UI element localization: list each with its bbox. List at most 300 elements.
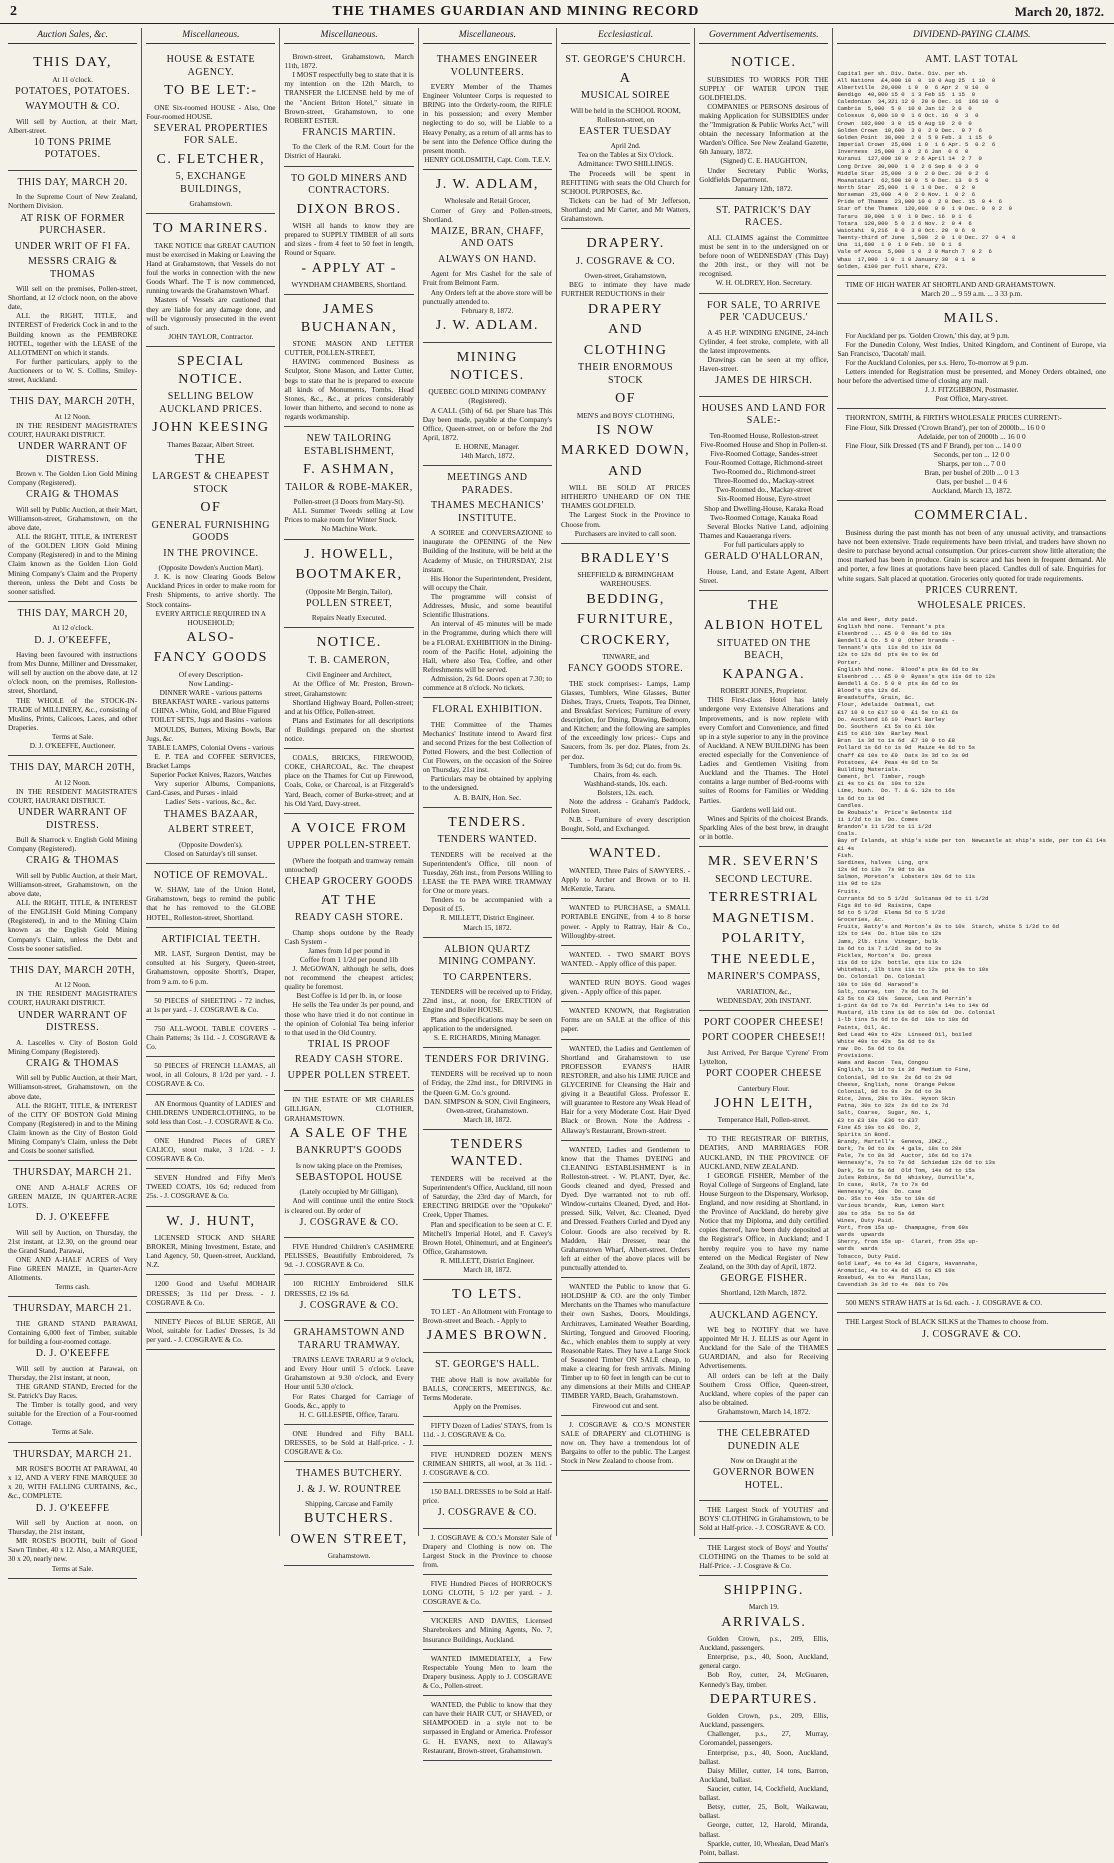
column-heading: Miscellaneous. xyxy=(423,28,552,44)
ad-display-line: MARINER'S COMPASS, xyxy=(707,971,821,983)
ad-short-line: S. E. RICHARDS, Mining Manager. xyxy=(433,1032,541,1042)
ad-body-text: THE stock comprises:- Lamps, Lamp Glasses, Tumblers, Wine Glasses, Butter Dishes, Trays, Cruets, Teapots, Tea Dinner, and Breakfast Services; Furniture of every description, for Dining, Drawing, Bedroom, and Kitchen; and the following are samples of the exceedingly low prices:- Cups and Saucers, from 3s. per doz. Plates, from 2s. per doz. xyxy=(560,678,691,761)
ad-heading: ARTIFICIAL TEETH. xyxy=(161,933,261,945)
ad-short-line: Owen-street, Grahamstown. xyxy=(446,1105,529,1115)
advertisement xyxy=(699,847,828,1011)
ad-body-text: Betsy, cutter, 25, Bolt, Waikawau, ballast. xyxy=(699,1802,829,1821)
ad-short-line: Terms at Sale. xyxy=(51,1563,94,1573)
table-line: White 40s to 42s 5s 6d to 6s xyxy=(837,1037,935,1045)
ad-body-text: Will sell by Auction at noon, on Thursday, the 21st instant, xyxy=(8,1518,138,1537)
advertisement xyxy=(146,1057,275,1094)
ad-body-text: TENDERS will be received up to noon of Friday, the 22nd inst., for DRIVING in the Queen G.M. Co.'s ground. xyxy=(422,1069,552,1097)
ad-body-text: (Where the footpath and tramway remain untouched) xyxy=(284,855,414,874)
advertisement xyxy=(837,304,1106,409)
ad-body-text: J. COSGRAVE & CO.'S MONSTER SALE of DRAPERY and CLOTHING is now on. They have a tremendous lot of Bargains to offer to the public. The Largest Stock in New Zealand to choose from. xyxy=(560,1419,691,1466)
ad-display-line: TO CARPENTERS. xyxy=(442,971,532,983)
advertisement xyxy=(146,1132,275,1169)
advertisement xyxy=(284,540,413,629)
table-line: Flour, Adelaide Oatmeal, cwt xyxy=(837,701,935,709)
ad-heading: BRADLEY'S xyxy=(580,550,671,566)
ad-body-text: FIVE HUNDRED DOZEN MEN'S CRIMEAN SHIRTS, all wool, at 3s 11d. - J. COSGRAVE & CO. xyxy=(422,1449,552,1477)
ad-heading: W. J. HUNT, xyxy=(166,1213,256,1229)
table-line: Groceries, &c. xyxy=(837,916,885,924)
ad-display-line: J. COSGRAVE & CO. xyxy=(299,1299,399,1311)
ad-body-text: J. COSGRAVE & CO.'s Monster Sale of Drapery and Clothing is now on. The Largest Stock in the Province to choose from. xyxy=(422,1532,552,1569)
ad-display-line: OF xyxy=(200,500,222,516)
table-line: Star of the Thames 120,000 8 0 1 9 Dec. 9 0 2 9 xyxy=(837,205,1013,213)
ad-body-text: Daisy Miller, cutter, 14 tons, Barron, Auckland, ballast. xyxy=(699,1765,829,1784)
table-line: Fine £5 10s to £6 Do. 2, xyxy=(837,1123,922,1131)
ad-body-text: BEG to intimate they have made FURTHER REDUCTIONS in their xyxy=(560,280,691,299)
ad-body-text: AN Enormous Quantity of LADIES' and CHILDREN'S UNDERCLOTHING, to be sold less than Cost. - J. COSGRAVE & Co. xyxy=(146,1098,276,1126)
ad-heading: THURSDAY, MARCH 21. xyxy=(13,1303,132,1315)
ad-display-line: AND xyxy=(608,463,643,479)
ad-short-line: Is now taking place on the Premises, xyxy=(295,1160,403,1170)
ad-body-text: J. K. is now Clearing Goods Below Auckland Prices in order to make room for Fresh Shipments, to arrive shortly. The Stock contains- xyxy=(146,572,276,609)
table-line: Golden, £100 per full share, £73. xyxy=(837,262,949,270)
ad-body-text: Very superior Albums, Companions, Card-Cases, and Purses - inlaid xyxy=(146,779,276,798)
ad-short-line: March 18, 1872. xyxy=(463,1265,512,1275)
ad-display-line: EASTER TUESDAY xyxy=(579,125,673,137)
ad-short-line: VARIATION, &c., xyxy=(736,986,792,996)
table-line: Bendell & Co. 5 0 0 pts 8s 6d to 9s xyxy=(837,680,959,688)
ad-short-line: March 20 ... 9 59 a.m. ... 3 33 p.m. xyxy=(921,288,1023,298)
ad-body-text: J. McGOWAN, although he sells, does not recommend the cheapest articles; quality he foremost. xyxy=(284,963,414,992)
ad-body-text: WANTED the Public to know that G. HOLDSHIP & CO. are the only Timber Merchants on the Thames who manufacture their own Sashes, Doors, Mouldings, Architraves, Laminated Weather Boarding, Skirting, Tongued and Grooved Flooring, &c., which enables them to supply at very Reasonable Rates. They have a Large Stock of Seasoned Timber ON SALE cheap, to make a clearing for fresh arrivals. Mining Timber up to 60 feet in length can be cut to any dimensions at their Mills and CHEAP TIMBER YARD, Beach, Grahamstown. xyxy=(560,1282,691,1401)
ad-body-text: Will sell by Public Auction, at their Mart, Williamson-street, Grahamstown, on the above date, xyxy=(8,504,138,533)
ad-display-line: ALSO- xyxy=(186,629,236,645)
ad-body-text: At the Office of Mr. Preston, Brown-street, Grahamstown: xyxy=(284,679,414,698)
newspaper-columns xyxy=(4,28,1110,1857)
advertisement xyxy=(423,466,552,698)
ad-display-line: SEVERAL PROPERTIES FOR SALE. xyxy=(153,122,269,147)
table-line: Middle Star 25,000 3 0 2 0 Dec. 20 0 2 6 xyxy=(837,169,989,177)
table-line: Vale of Avoca 5,000 1 0 2 0 March 7 0 2 6 xyxy=(837,248,992,256)
ad-short-line: Now Landing:- xyxy=(188,679,234,689)
column-7 xyxy=(833,28,1110,1536)
table-line: Cambria 5,000 5 0 10 0 Jan 12 3 0 0 xyxy=(837,105,972,113)
table-line: Bendigo 40,000 15 0 1 3 Feb 15 1 15 0 xyxy=(837,90,976,98)
ad-body-text: The Proceeds will be spent in REFITTING with seats the Old Church for SCHOOL PURPOSES, &c. xyxy=(560,168,691,196)
table-line: 11s 9d to 12s xyxy=(837,880,882,888)
ad-body-text: Tickets can be had of Mr Jefferson, Shortland; and Mr Carter, and Mr Watters, Grahamstown. xyxy=(560,195,691,224)
table-line: Norseman 25,000 4 0 2 0 Nov. 1 0 2 6 xyxy=(837,191,976,199)
ad-short-line: Seconds, per ton ... 12 0 0 xyxy=(933,449,1010,459)
ad-body-text: Plans and Estimates for all descriptions of Buildings prepared on the shortest notice. xyxy=(284,715,414,744)
ad-body-text: ONE Hundred Pieces of GREY CALICO, stout make, 3 1/2d. - J. COSGRAVE & Co. xyxy=(146,1135,276,1164)
ad-display-line: FANCY GOODS STORE. xyxy=(567,663,684,675)
advertisement xyxy=(561,839,690,899)
table-line: £15 to £16 10s Barley Meal xyxy=(837,730,929,738)
table-line: Candles. xyxy=(837,801,865,809)
table-line: Dark, 5s to 5s 6d Old Tom, 14s 6d to 15s xyxy=(837,1166,976,1174)
ad-heading: SHIPPING. xyxy=(723,1582,804,1598)
ad-body-text: In the Supreme Court of New Zealand, Northern Division. xyxy=(8,192,138,211)
ad-short-line: Tumblers, from 3s 6d; cut do. from 9s. xyxy=(569,760,682,770)
ad-display-line: IS NOW xyxy=(596,422,655,438)
ad-body-text: THE Largest Stock of BLACK SILKS at the Thames to choose from. xyxy=(845,1317,1049,1327)
ad-heading: MR. SEVERN'S xyxy=(708,854,820,870)
ad-display-line: CHEAP GROCERY GOODS xyxy=(284,876,414,888)
ad-body-text: A SOIREE and CONVERSAZIONE to inaugurate the OPENING of the New Building of the Institute, will be held at the Academy of Music, on THURSDAY, 21st instant. xyxy=(422,528,552,574)
table-line: Twenty-third of June 1,500 2 0 1 0 Dec. 27 0 4 0 xyxy=(837,234,1016,242)
advertisement xyxy=(146,347,275,864)
ad-short-line: March 19. xyxy=(748,1602,779,1612)
advertisement xyxy=(699,1501,828,1538)
table-line: Salmon, Moreton's Lobsters 10s 6d to 11s xyxy=(837,873,976,881)
ad-short-line: E. HORNE, Manager. xyxy=(455,442,520,452)
ad-short-line: Firewood cut and sent. xyxy=(592,1400,659,1410)
ad-short-line: Wholesale and Retail Grocer, xyxy=(444,196,531,206)
ad-heading: THIS DAY, MARCH 20TH, xyxy=(10,396,135,408)
ad-body-text: ALL the RIGHT, TITLE, and INTEREST of Frederick Cock in and to the Building known as the PEMBROKE HOTEL, together with the LEASE of the ALLOTMENT on which it stands. xyxy=(8,311,138,357)
ad-short-line: Tea on the Tables at Six O'clock. xyxy=(577,150,674,160)
ad-body-text: An interval of 45 minutes will be made in the Programme, during which there will be a FLORAL EXHIBITION in the Dining-room of the Pacific Hotel, adjoining the Hall, where also Tea, Coffee, and other Refreshments will be served. xyxy=(422,619,552,674)
advertisement xyxy=(699,1576,828,1863)
ad-body-text: 500 MEN'S STRAW HATS at 1s 6d. each. - J. COSGRAVE & CO. xyxy=(845,1298,1043,1308)
advertisement xyxy=(146,1095,275,1132)
advertisement xyxy=(423,1417,552,1445)
table-line: Brandy, Martell's Geneva, JDKZ., xyxy=(837,1138,949,1146)
table-line: Coals. xyxy=(837,830,858,838)
ad-display-line: CLOTHING xyxy=(583,342,668,358)
ad-short-line: Terms at Sale. xyxy=(51,1427,94,1437)
advertisement xyxy=(146,48,275,214)
ad-body-text: Shortland Highway Board, Pollen-street; and at his Office, Pollen-street. xyxy=(284,697,414,716)
ad-body-text: ALL the RIGHT, TITLE, & INTEREST of the ENGLISH Gold Mining Company (Registered), in and to the Mining Claim known as the English Gold Mining Company's Claim, unless the Debt and Costs be sooner satisfied. xyxy=(8,898,138,953)
ad-body-text: Agent for Mrs Cashel for the sale of Fruit from Belmont Farm. xyxy=(422,269,552,288)
table-line: In case, Bulk, 7s to 7s 6d xyxy=(837,1180,929,1188)
ad-body-text: ONE Hundred and Fifty BALL DRESSES, to be Sold at Half-price. - J. COSGRAVE & Co. xyxy=(284,1428,414,1457)
table-line: Paints, Oil, &c. xyxy=(837,1023,892,1031)
ad-body-text: IN THE ESTATE OF MR CHARLES GILLIGAN, CLOTHIER, GRAHAMSTOWN. xyxy=(284,1095,414,1123)
table-line: Elsenbrod ... £5 0 0 Byass's qts 11s 6d to 12s xyxy=(837,672,996,680)
ad-body-text: Bull & Sharrock v. English Gold Mining Company (Registered). xyxy=(8,835,138,854)
ad-display-line: CRAIG & THOMAS xyxy=(26,1057,120,1069)
ad-display-line: TENDERS WANTED. xyxy=(437,834,538,846)
ad-heading: ST. GEORGE'S HALL. xyxy=(435,1359,540,1371)
ad-heading: MEETINGS AND PARADES. xyxy=(447,472,528,496)
advertisement xyxy=(284,1462,413,1566)
column-heading: Ecclesiastical. xyxy=(561,28,690,44)
advertisement xyxy=(284,1091,413,1238)
advertisement xyxy=(284,167,413,296)
ad-body-text: THE GRAND STAND PARAWAI, Containing 6,000 feet of Timber, suitable for building a four-roomed cottage. xyxy=(8,1318,138,1347)
ad-short-line: QUEBEC GOLD MINING COMPANY (Registered). xyxy=(428,387,547,406)
table-line: Salt, Coarse, Sugar, No. 1, xyxy=(837,1109,932,1117)
ad-short-line: BREAKFAST WARE - various patterns xyxy=(152,697,270,707)
advertisement xyxy=(837,276,1106,304)
ad-heading: THAMES BUTCHERY. xyxy=(296,1468,403,1480)
advertisement xyxy=(699,1422,828,1501)
ad-short-line: Pollen-street (3 Doors from Mary-St). xyxy=(293,497,405,507)
ad-display-line: READY CASH STORE. xyxy=(294,1054,404,1066)
ad-short-line: Post Office, Mary-street. xyxy=(935,394,1008,404)
ad-body-text: TENDERS will be received at the Superintendent's Office, Auckland, till noon of Saturday, the 23rd day of March, for ERECTING BRIDGE over the "Opukeko" Creek, Upper Thames. xyxy=(422,1173,552,1220)
ad-display-line: J. COSGRAVE & CO. xyxy=(437,1507,537,1519)
ad-display-line: MARKED DOWN, xyxy=(560,443,691,459)
advertisement xyxy=(561,544,690,840)
advertisement xyxy=(561,974,690,1002)
ad-body-text: FIFTY Dozen of Ladies' STAYS, from 1s 11d. - J. COSGRAVE & Co. xyxy=(422,1421,552,1440)
ad-heading: PORT COOPER CHEESE! xyxy=(703,1016,824,1028)
table-line: Dark, 7s 9d to 8s 4 gals, 18s to 20s xyxy=(837,1145,962,1153)
ad-short-line: Of every Description- xyxy=(178,669,243,679)
ad-heading: ST. PATRICK'S DAY RACES. xyxy=(715,204,812,229)
ad-body-text: COMPANIES or PERSONS desirous of making Application for SUBSIDIES under the "Immigration & Public Works Act," will obtain the necessary Information at the Warden's Office. See New Zealand Gazette, 6th January, 1872. xyxy=(699,101,829,157)
advertisement xyxy=(423,48,552,170)
ad-heading: NEW TAILORING ESTABLISHMENT, xyxy=(304,433,395,457)
table-line: Figs 8d to 9d Raisins, Cape xyxy=(837,901,932,909)
ad-body-text: THE Largest Stock of YOUTHS' and BOYS' CLOTHING in Grahamstown, to be Sold at Half-price. - J. COSGRAVE & CO. xyxy=(699,1505,829,1533)
ad-body-text: For Rates Charged for Carriage of Goods, &c., apply to xyxy=(284,1391,414,1410)
ad-short-line: DAN. SIMPSON & SON, Civil Engineers, xyxy=(424,1096,551,1106)
ad-short-line: Oats, per bushel ... 0 4 6 xyxy=(936,477,1008,487)
table-line: Potatoes, £4 Peas 4s 6d to 5s xyxy=(837,758,939,766)
ad-display-line: UNDER WARRANT OF DISTRESS. xyxy=(17,807,128,831)
ad-body-text: THE Committee of the Thames Mechanics' Institute intend to Award first and second Prizes for the best Collection of Potted Flowers, and the best Collection of Cut Flowers, on the occasion of the Soiree on Thursday, 21st inst. xyxy=(422,719,552,775)
ad-body-text: HAVING commenced Business as Sculptor, Stone Mason, and Letter Cutter, begs to state that he is prepared to execute all kinds of Monuments, Tombs, Head Stones, &c., &c., at prices considerably lower than hitherto, and second to none as regards workmanship. xyxy=(284,357,414,422)
ad-short-line: Purchasers are invited to call soon. xyxy=(574,528,677,538)
table-line: Breadstuffs, Grain, &c. xyxy=(837,694,915,702)
ad-heading: NOTICE. xyxy=(316,635,382,651)
ad-body-text: WANTED to PURCHASE, a SMALL PORTABLE ENGINE, from 4 to 8 horse power. - Apply to Rattray, Hair & Co., Willoughby-street. xyxy=(560,903,691,940)
table-line: Cement, brl Timber, rough xyxy=(837,773,925,781)
ad-body-text: Several Blocks Native Land, adjoining Thames and Kauaeranga rivers. xyxy=(699,521,829,540)
ad-body-text: Sparkle, cutter, 10, Whealan, Dead Man's Point, ballast. xyxy=(699,1838,829,1857)
column-6 xyxy=(695,28,833,1857)
advertisement xyxy=(837,1313,1106,1350)
ad-display-line: CRAIG & THOMAS xyxy=(26,489,120,501)
ad-body-text: WE beg to NOTIFY that we have appointed Mr H. J. ELLIS as our Agent in Auckland for the Sale of the THAMES GUARDIAN, and also for Receiving Advertisements. xyxy=(699,1325,829,1371)
ad-short-line: WEDNESDAY, 20th INSTANT. xyxy=(716,995,812,1005)
ad-display-line: T. B. CAMERON, xyxy=(308,654,390,666)
ad-body-text: The Largest Stock in the Province to Choose from. xyxy=(560,510,691,529)
ad-display-line: C. FLETCHER, xyxy=(156,151,266,167)
ad-body-text: For the Auckland Colonies, per s.s. Hero, To-morrow at 9 p.m. xyxy=(845,357,1029,367)
ad-display-line: MAIZE, BRAN, CHAFF, AND OATS xyxy=(430,225,544,250)
ad-display-line: J. & J. W. ROUNTREE xyxy=(296,1483,402,1495)
table-line: Mustard, 1lb tins 1s 8d to 10s 6d Do. Colonial xyxy=(837,1009,996,1017)
ad-short-line: Now on Draught at the xyxy=(730,1456,798,1466)
table-line: £1 4s to £1 6s 10s to 12s xyxy=(837,780,925,788)
ad-body-text: Will sell by auction at Parawai, on Thursday, the 21st instant, at noon, xyxy=(8,1363,138,1382)
advertisement xyxy=(699,48,828,199)
ad-short-line: Owen-street, Grahamstown, xyxy=(584,271,667,281)
ad-short-line: W. H. OLDREY, Hon. Secretary. xyxy=(715,278,812,288)
page-number: 2 xyxy=(10,3,17,19)
ad-heading: JAMES BUCHANAN, xyxy=(300,302,398,335)
ad-display-line: UPPER POLLEN-STREET. xyxy=(287,840,411,852)
advertisement xyxy=(8,1443,137,1579)
ad-body-text: MR ROSE'S BOOTH AT PARAWAI, 40 x 12, AND A VERY FINE MARQUEE 30 x 20, WITH FALLING CURTAINS, &c., &c., COMPLETE. xyxy=(8,1464,138,1501)
ad-short-line: Shipping, Carcase and Family xyxy=(305,1499,394,1509)
ad-short-line: At 12 Noon. xyxy=(54,980,91,990)
ad-short-line: Two-Roomed do., Mackay-street xyxy=(715,485,812,495)
ad-display-line: AND xyxy=(608,322,643,338)
ad-short-line: (Lately occupied by Mr Gilligan), xyxy=(299,1187,399,1197)
ad-short-line: Grahamstown. xyxy=(327,1551,371,1561)
ad-display-line: DIXON BROS. xyxy=(296,201,402,217)
ad-body-text: Having been favoured with instructions from Mrs Dunne, Milliner and Dressmaker, will sell by auction on the above date, at 12 o'clock noon, on the premises, Rolleston-street, Shortland, xyxy=(8,650,138,696)
table-line: De Roubaix's Price's Belmonts 11d xyxy=(837,808,952,816)
ad-heading: NOTICE OF REMOVAL. xyxy=(153,869,268,881)
ad-short-line: Thames Bazaar, Albert Street. xyxy=(167,439,255,449)
ad-short-line: Washhand-stands, 10s. each. xyxy=(583,778,668,788)
ad-heading: AMT. LAST TOTAL xyxy=(925,54,1019,65)
ad-display-line: MUSICAL SOIREE xyxy=(581,90,671,101)
table-line: Bay of Islands, at ship's side per ton Newcastle at ship's side, per ton £1 14s xyxy=(837,837,1106,845)
ad-body-text: 150 BALL DRESSES to be Sold at Half-price. xyxy=(422,1486,552,1505)
ad-short-line: Superior Pocket Knives, Razors, Watches xyxy=(150,770,272,780)
ad-short-line: Admittance: TWO SHILLINGS. xyxy=(577,159,674,169)
table-line: Tennant's qts 11s 6d to 11s 6d xyxy=(837,644,942,652)
advertisement xyxy=(146,992,275,1020)
table-line: 12s to 14s Do. blue 10s to 12s xyxy=(837,930,942,938)
table-line: Pale, 7s to 8s 3d Auctor, 16s 6d to 17s xyxy=(837,1152,972,1160)
ad-display-line: DRAPERY xyxy=(588,301,664,317)
ad-display-line: J. COSGRAVE & CO. xyxy=(922,1328,1022,1340)
ad-body-text: He sells the Tea under 3s per pound, and those who have tried it do not continue in the opinion of Colonial Tea being inferior to that used in the Old Country. xyxy=(284,1000,414,1037)
ad-body-text: Masters of Vessels are cautioned that they are liable for any damage done, and will be vigorously prosecuted in the event of such. xyxy=(146,295,276,332)
advertisement xyxy=(423,1650,552,1696)
ad-short-line: (Opposite Dowden's Auction Mart). xyxy=(158,563,264,573)
ad-body-text: SEVEN Hundred and Fifty Men's TWEED COATS, 10s 6d; reduced from 25s. - J. COSGRAVE & Co. xyxy=(146,1173,276,1201)
ad-body-text: Just Arrived, Per Barque 'Cyrene' From Lyttelton, xyxy=(699,1047,829,1066)
ad-body-text: MR. LAST, Surgeon Dentist, may be consulted at his Surgery, Queen-street, Grahamstown, opposite Shortt's, Draper, from 9 a.m. to 6 p.m. xyxy=(146,949,276,986)
ad-body-text: MR ROSE'S BOOTH, built of Good Sawn Timber, 40 x 12. Also, a MARQUEE, 30 x 20, nearly new. xyxy=(8,1536,138,1564)
ad-body-text: ALL CLAIMS against the Committee must be sent in to the undersigned on or before noon of WEDNESDAY (This Day) the 20th inst., or they will not be recognised. xyxy=(699,232,829,279)
ad-body-text: ALL the RIGHT, TITLE, & INTEREST of the GOLDEN LION Gold Mining Company (Registered) in and to the Mining Claim known as the Golden Lion Gold Mining Company's Claim and the Property thereon, unless the Debt and Costs be sooner satisfied. xyxy=(8,532,138,596)
ad-heading: ALBION QUARTZ MINING COMPANY. xyxy=(438,943,537,968)
ad-short-line: At 12 Noon. xyxy=(54,777,91,787)
ad-body-text: A 45 H.P. WINDING ENGINE, 24-inch Cylinder, 4 feet stroke, complete, with all the latest improvements. xyxy=(699,327,829,355)
advertisement xyxy=(423,1483,552,1529)
advertisement xyxy=(146,1020,275,1057)
ad-body-text: Enterprise, p.s., 40, Soon, Auckland, ballast. xyxy=(699,1747,829,1766)
ad-display-line: BEDDING, xyxy=(586,591,665,607)
ad-body-text: Tenders to be accompanied with a Deposit of £5. xyxy=(422,895,552,914)
table-line: Tobacco, Duty Paid. xyxy=(837,1252,902,1260)
ad-short-line: Gardens well laid out. xyxy=(731,804,797,814)
ad-heading: ST. GEORGE'S CHURCH. xyxy=(565,54,686,65)
ad-display-line: J. COSGRAVE & CO. xyxy=(299,1216,399,1228)
ad-display-line: READY CASH STORE. xyxy=(294,912,404,924)
ad-heading: NOTICE. xyxy=(731,55,797,70)
ad-body-text: For the Dunedin Colony, West Indies, United Kingdom, and Continent of Europe, via San Francisco, 'Dacotah' mail. xyxy=(837,339,1106,358)
table-line: English hhd none. Tennant's pts xyxy=(837,622,945,630)
advertisement xyxy=(699,294,828,397)
ad-display-line: PORT COOPER CHEESE!! xyxy=(701,1032,826,1044)
table-line: wards wards xyxy=(837,1245,878,1253)
ad-display-line: J. COSGRAVE & CO. xyxy=(576,255,676,267)
ad-body-text: Champ shops outdone by the Ready Cash System - xyxy=(284,927,414,946)
advertisement xyxy=(423,170,552,343)
ad-body-text: Saucier, cutter, 14, Cockfield, Auckland, ballast. xyxy=(699,1784,829,1803)
ad-heading: THURSDAY, MARCH 21. xyxy=(13,1448,132,1460)
ad-short-line: Civil Engineer and Architect, xyxy=(306,670,392,680)
table-line: Sardines, halves Ling, qrs xyxy=(837,858,929,866)
ad-body-text: For further particulars, apply to the Auctioneers or to W. S. Collins, Smiley-street, Auckland. xyxy=(8,356,138,385)
ad-short-line: Temperance Hall, Pollen-street. xyxy=(717,1115,810,1125)
ad-short-line: Terms at Sale. xyxy=(51,731,94,741)
ad-heading: THIS DAY, MARCH 20TH, xyxy=(10,964,135,976)
table-line: Gold Leaf, 4s to 4s 3d Cigars, Havannahs, xyxy=(837,1259,979,1267)
ad-heading: TENDERS. xyxy=(448,814,527,830)
table-line: Totara 120,000 5 0 2 6 Nov. 2 0 4 6 xyxy=(837,219,972,227)
ad-body-text: VICKERS AND DAVIES, Licensed Sharebrokers and Mining Agents, No. 7, Insurance Buildings, Auckland. xyxy=(422,1616,552,1644)
ad-body-text: FIVE Hundred Children's CASHMERE PELISSES, Beautifully Embroidered, 7s 9d. - J. COSGRAVE & Co. xyxy=(284,1242,414,1270)
ad-heading: J. HOWELL, xyxy=(304,546,395,562)
ad-display-line: POLLEN STREET, xyxy=(305,597,393,609)
ad-short-line: Shop and Dwelling-House, Karaka Road xyxy=(704,503,824,513)
newspaper-title: THE THAMES GUARDIAN AND MINING RECORD xyxy=(332,3,700,19)
advertisement xyxy=(284,814,413,1092)
table-line: All Nations £4,000 10 0 10 0 Aug 25 1 10 0 xyxy=(837,76,996,84)
table-line: £17 10 0 to £17 10 0 £1 5s to £1 6s xyxy=(837,708,959,716)
ad-body-text: Wines and Spirits of the choicest Brands. Sparkling Ales of the best brew, in draught or in bottle. xyxy=(699,813,829,842)
ad-body-text: Will sell by Public Auction, at their Mart, Williamson-street, Grahamstown, on the above date, xyxy=(8,870,138,898)
ad-body-text: 50 PIECES of SHEETING - 72 inches, at 1s per yard. - J. COSGRAVE & Co. xyxy=(146,995,276,1014)
ad-heading: TO GOLD MINERS AND CONTRACTORS. xyxy=(290,172,408,197)
ad-body-text: MOULDS, Butters, Mixing Bowls, Bar Jugs, &c. xyxy=(146,724,276,743)
table-line: Whitebait, 1lb tins 11s to 12s pts 9s to 10s xyxy=(837,966,989,974)
ad-body-text: LICENSED STOCK AND SHARE BROKER, Mining Investment, Estate, and Land Agency, 50, Queen-street, Auckland, N.Z. xyxy=(146,1233,276,1270)
masthead xyxy=(0,0,1114,24)
table-line: Colonial, 8d to 9s 2s 6d to 3s xyxy=(837,1087,942,1095)
ad-body-text: Brown-street, Grahamstown, March 11th, 1872. xyxy=(284,52,414,71)
ad-short-line: (Opposite Mr Bergin, Tailor), xyxy=(306,586,393,596)
ad-display-line: TRIAL IS PROOF xyxy=(308,1038,391,1050)
ad-heading: WANTED. xyxy=(589,846,663,862)
table-line: Imperial Crown 25,000 1 0 1 6 Apr. 5 0 2 6 xyxy=(837,141,996,149)
ad-short-line: Chairs, from 4s. each. xyxy=(593,769,658,779)
ad-short-line: February 8, 1872. xyxy=(461,305,514,315)
table-line: Chaff £8 10s to £9 Oats 3s 3d to 3s 9d xyxy=(837,751,969,759)
ad-short-line: At 12 o'clock. xyxy=(52,623,94,633)
ad-heading: THAMES ENGINEER VOLUNTEERS. xyxy=(436,54,538,78)
ad-display-line: 5, EXCHANGE BUILDINGS, xyxy=(175,171,247,195)
ad-body-text: Corner of Grey and Pollen-streets, Shortland. xyxy=(422,205,552,224)
ad-heading: DRAPERY. xyxy=(586,236,665,252)
advertisement xyxy=(423,1280,552,1353)
ad-body-text: WANTED, the Ladies and Gentlemen of Shortland and Grahamstown to use PROFESSOR EVANS'S HAIR RESTORER, and also his LIME JUICE and GLYCERINE for Cleansing the Hair and giving it a Beautiful Gloss. Professor E. will guarantee to Restore any Weak Head of Hair for a very Moderate Cost. Hair Dyed Black or Brown. Note the Address - Allaway's Restaurant, Brown-street. xyxy=(560,1043,691,1135)
ad-short-line: A. B. BAIN, Hon. Sec. xyxy=(453,792,522,802)
column-heading: DIVIDEND-PAYING CLAIMS. xyxy=(837,28,1106,44)
ad-short-line: Two-Roomed do., Richmond-street xyxy=(712,467,816,477)
advertisement xyxy=(284,48,413,167)
ad-heading: MAILS. xyxy=(943,311,1000,327)
ad-body-text: STONE MASON AND LETTER CUTTER, POLLEN-STREET, xyxy=(284,339,414,358)
table-line: Whau 17,000 1 0 1 0 January 30 0 1 0 xyxy=(837,255,976,263)
ad-body-text: And will continue until the entire Stock is cleared out. By order of xyxy=(284,1196,414,1215)
ad-display-line: BUTCHERS. xyxy=(304,1511,395,1527)
ad-display-line: A xyxy=(619,70,632,86)
ad-body-text: Brown v. The Golden Lion Gold Mining Company (Registered). xyxy=(8,469,138,488)
ad-body-text: WANTED, the Public to know that they can have their HAIR CUT, or SHAVED, or SHAMPOOED in a style not to be surpassed in England or America. Professor G. H. EVANS, next to Allaway's Restaurant, Brown-street, Grahamstown. xyxy=(422,1700,552,1755)
ad-heading: TENDERS FOR DRIVING. xyxy=(425,1053,550,1065)
ad-short-line: Two-Roomed Cottage, Kauaka Road xyxy=(709,512,818,522)
ad-body-text: WILL BE SOLD AT PRICES HITHERTO UNHEARD OF ON THE THAMES GOLDFIELD. xyxy=(560,483,691,511)
table-line: Tararu 30,000 1 0 1 0 Dec. 16 0 1 6 xyxy=(837,212,972,220)
ad-short-line: WYNDHAM CHAMBERS, Shortland. xyxy=(291,280,407,290)
ad-short-line: Sharps, per ton ... 7 0 0 xyxy=(937,459,1006,469)
ad-heading: THIS DAY, MARCH 20, xyxy=(17,607,128,619)
ad-body-text: WANTED. - TWO SMART BOYS WANTED. - Apply office of this paper. xyxy=(560,949,691,968)
ad-body-text: IN THE RESIDENT MAGISTRATE'S COURT, HAURAKI DISTRICT. xyxy=(8,989,138,1008)
ad-display-line: JAMES BROWN. xyxy=(426,1327,549,1343)
ad-short-line: Terms cash. xyxy=(55,1282,90,1292)
